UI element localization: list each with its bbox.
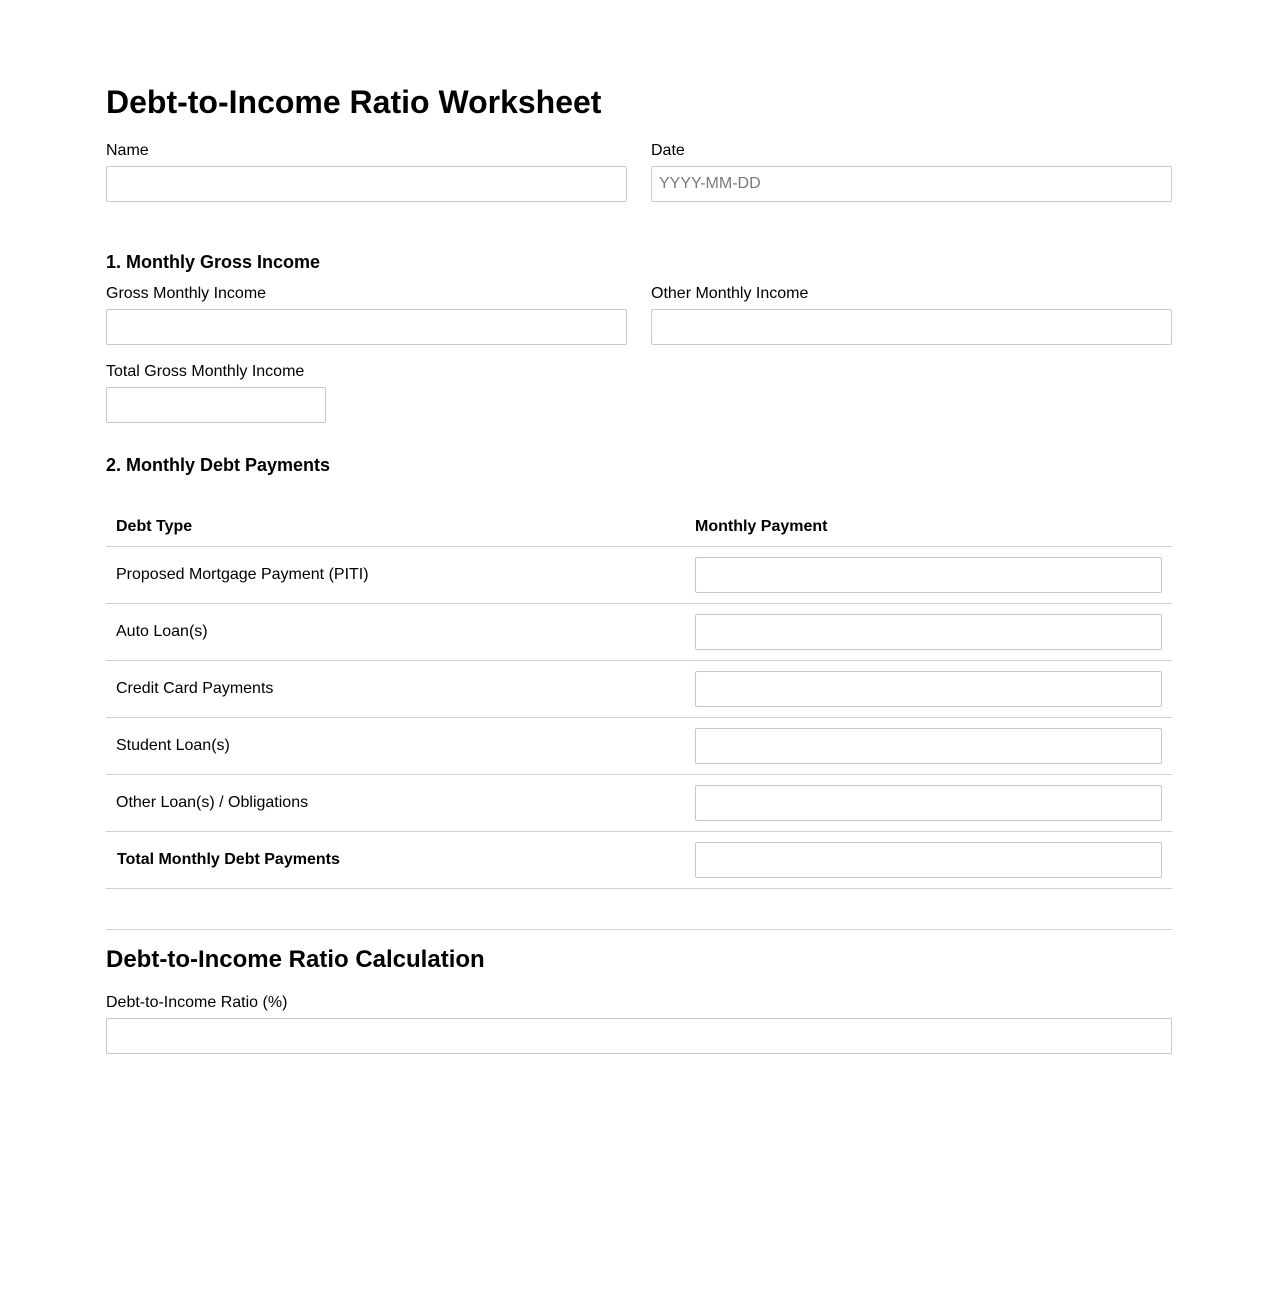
other-income-label: Other Monthly Income [651, 285, 809, 302]
income-section-heading: 1. Monthly Gross Income [106, 252, 321, 272]
total-debt-input[interactable] [695, 842, 1162, 878]
other-loans-input[interactable] [695, 785, 1162, 821]
table-divider [106, 660, 1172, 661]
debt-type-label: Student Loan(s) [116, 737, 230, 754]
table-divider [106, 717, 1172, 718]
total-debt-label: Total Monthly Debt Payments [117, 851, 340, 868]
debt-type-label: Credit Card Payments [116, 680, 274, 697]
gross-income-label: Gross Monthly Income [106, 285, 267, 302]
calculation-heading: Debt-to-Income Ratio Calculation [106, 946, 485, 973]
dti-ratio-input[interactable] [106, 1018, 1172, 1054]
student-loan-input[interactable] [695, 728, 1162, 764]
table-divider [106, 603, 1172, 604]
debt-type-label: Other Loan(s) / Obligations [116, 794, 309, 811]
total-income-input[interactable] [106, 387, 326, 423]
dti-ratio-label: Debt-to-Income Ratio (%) [106, 994, 288, 1011]
total-income-label: Total Gross Monthly Income [106, 363, 305, 380]
column-header-monthly-payment: Monthly Payment [695, 518, 828, 535]
table-divider [106, 774, 1172, 775]
name-label: Name [106, 142, 149, 159]
table-divider [106, 831, 1172, 832]
debt-type-label: Auto Loan(s) [116, 623, 208, 640]
section-divider [106, 929, 1172, 930]
table-divider [106, 888, 1172, 889]
name-input[interactable] [106, 166, 627, 202]
credit-card-input[interactable] [695, 671, 1162, 707]
debt-type-label: Proposed Mortgage Payment (PITI) [116, 566, 369, 583]
gross-income-input[interactable] [106, 309, 627, 345]
mortgage-payment-input[interactable] [695, 557, 1162, 593]
table-divider [106, 546, 1172, 547]
auto-loan-input[interactable] [695, 614, 1162, 650]
column-header-debt-type: Debt Type [116, 518, 193, 535]
date-input[interactable] [651, 166, 1172, 202]
debts-section-heading: 2. Monthly Debt Payments [106, 455, 331, 475]
date-label: Date [651, 142, 685, 159]
other-income-input[interactable] [651, 309, 1172, 345]
page-title: Debt-to-Income Ratio Worksheet [106, 84, 602, 120]
